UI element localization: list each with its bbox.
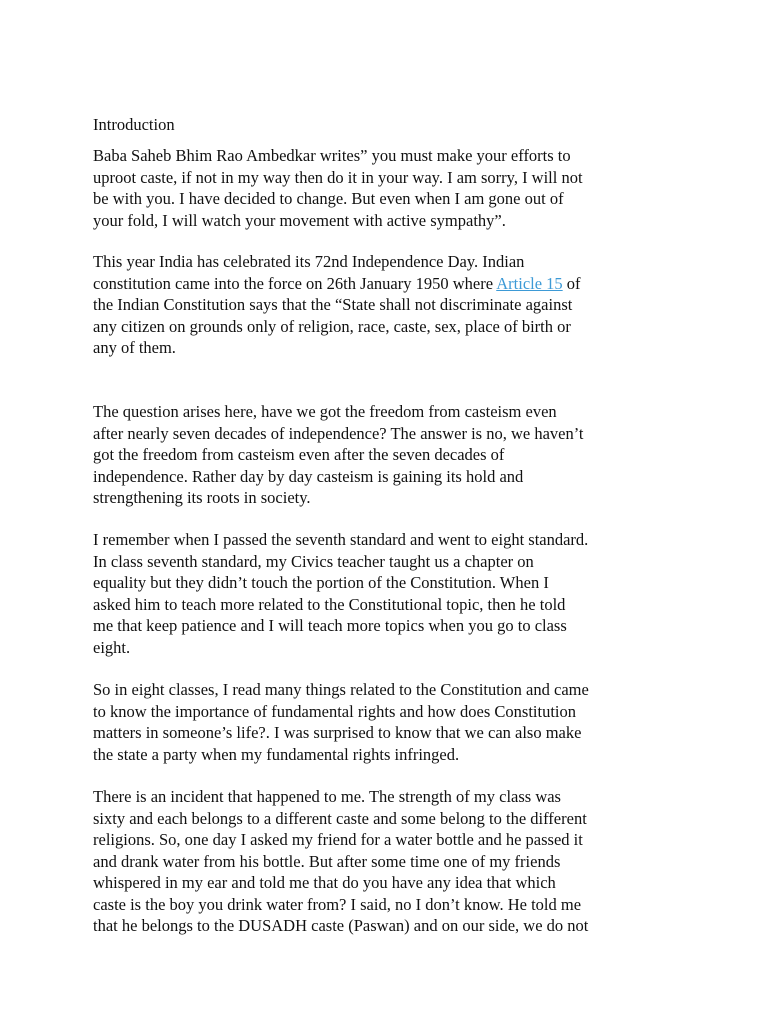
- article-15-link[interactable]: Article 15: [496, 273, 563, 293]
- paragraph-ambedkar-quote: Baba Saheb Bhim Rao Ambedkar writes” you must make your efforts to uproot caste, if not in my way then do it in your way. I am sorry, I will not be with you. I have decided to change. But even when I am gone out of your fold, I will watch your movement with active sympathy”.: [93, 146, 583, 230]
- paragraph-casteism-question: The question arises here, have we got the freedom from casteism even after nearly seven decades of independence? The answer is no, we haven’t got the freedom from casteism even after the seven decades of independence. Rather day by day casteism is gaining its hold and strengthening its roots in society.: [93, 402, 584, 507]
- paragraph-text-before-link: This year India has celebrated its 72nd Independence Day. Indian constitution came into the force on 26th January 1950 where: [93, 252, 525, 293]
- paragraph-independence-day: [93, 251, 693, 359]
- paragraph-civics-teacher: I remember when I passed the seventh standard and went to eight standard. In class seventh standard, my Civics teacher taught us a chapter on equality but they didn’t touch the portion of the Constitution. When I asked him to teach more related to the Constitutional topic, then he told me that keep patience and I will teach more topics when you go to class eight.: [93, 530, 589, 657]
- paragraph-water-incident: There is an incident that happened to me. The strength of my class was sixty and each belongs to a different caste and some belong to the different religions. So, one day I asked my friend for a water bottle and he passed it and drank water from his bottle. But after some time one of my friends whispered in my ear and told me that do you have any idea that which caste is the boy you drink water from? I said, no I don’t know. He told me that he belongs to the DUSADH caste (Paswan) and on our side, we do not: [93, 787, 589, 935]
- paragraph-text-after-link: of the Indian Constitution says that the “State shall not discriminate against any citizen on grounds only of religion, race, caste, sex, place of birth or any of them.: [93, 273, 581, 357]
- paragraph-fundamental-rights: So in eight classes, I read many things related to the Constitution and came to know the importance of fundamental rights and how does Constitution matters in someone’s life?. I was surprised to know that we can also make the state a party when my fundamental rights infringed.: [93, 680, 589, 764]
- section-heading: Introduction: [93, 115, 175, 134]
